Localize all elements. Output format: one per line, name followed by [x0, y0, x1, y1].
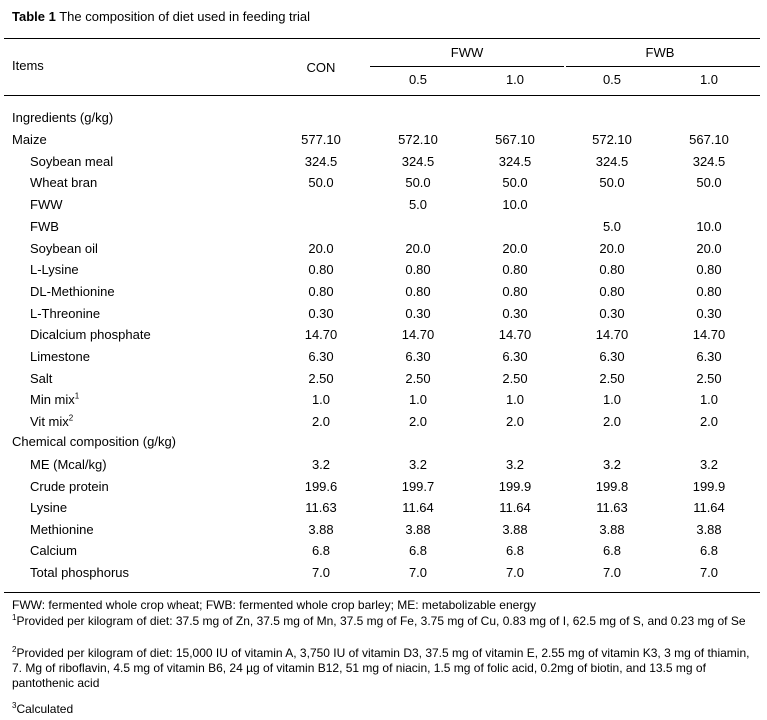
- table-cell: 1.0: [699, 392, 719, 408]
- row-label-total-phosphorus: [30, 565, 129, 581]
- footnote-2-mark: 2: [12, 645, 17, 654]
- table-cell: 199.7: [401, 478, 435, 494]
- row-label-text: Dicalcium phosphate: [30, 327, 151, 343]
- row-label-lysine: [30, 500, 67, 516]
- table-cell: 2.50: [308, 370, 334, 386]
- footnote-3-text: Calculated: [16, 702, 74, 716]
- table-cell: 0.80: [696, 283, 722, 299]
- table-cell: 20.0: [405, 240, 431, 256]
- row-label-soybean-meal: [30, 154, 113, 170]
- table-cell: 14.70: [692, 327, 726, 343]
- row-label-text: Min mix: [30, 392, 75, 408]
- table-cell: 14.70: [304, 327, 338, 343]
- row-label-text: DL-Methionine: [30, 283, 115, 299]
- row-label-crude-protein: [30, 479, 109, 495]
- row-label-text: L-Lysine: [30, 262, 79, 278]
- row-label-me-mcal-kg: [30, 457, 107, 473]
- table-cell: 1.0: [311, 392, 331, 408]
- table-cell: 20.0: [599, 240, 625, 256]
- table-cell: 2.0: [602, 414, 622, 430]
- row-label-footnote-mark: 2: [68, 413, 74, 423]
- table-cell: 14.70: [498, 327, 532, 343]
- table-cell: 1.0: [602, 392, 622, 408]
- table-cell: 50.0: [405, 175, 431, 191]
- table-cell: 567.10: [495, 132, 535, 147]
- table-cell: 6.8: [602, 543, 622, 559]
- row-label-text: FWB: [30, 218, 59, 234]
- table-cell: 7.0: [408, 565, 428, 580]
- footnote-2: [12, 646, 760, 691]
- table-cell: 20.0: [308, 240, 334, 256]
- table-cell: 3.2: [505, 457, 525, 472]
- row-label-text: Maize: [12, 132, 47, 147]
- row-label-text: L-Threonine: [30, 305, 101, 321]
- table-cell: 3.2: [408, 457, 428, 472]
- footnote-1-mark: 1: [12, 613, 17, 622]
- header-con: CON: [306, 60, 336, 75]
- table-cell: 0.80: [696, 262, 722, 278]
- table-cell: 14.70: [595, 327, 629, 343]
- table-cell: 6.8: [311, 543, 331, 559]
- fww-group-rule: [370, 66, 564, 67]
- footnote-3-mark: 3: [12, 701, 17, 710]
- header-fwb: FWB: [645, 45, 675, 60]
- row-label-text: Methionine: [30, 521, 94, 537]
- section-ingredients: Ingredients (g/kg): [12, 110, 114, 125]
- table-cell: 7.0: [311, 565, 331, 580]
- table-cell: 3.88: [308, 521, 334, 537]
- table-cell: 50.0: [502, 175, 528, 191]
- table-cell: 11.63: [596, 500, 628, 516]
- table-cell: 0.80: [599, 283, 625, 299]
- header-fwb-0-5: 0.5: [602, 72, 622, 87]
- table-cell: 0.80: [308, 262, 334, 278]
- table-cell: 3.88: [696, 521, 722, 537]
- table-cell: 572.10: [398, 132, 438, 147]
- table-cell: 3.2: [311, 457, 331, 472]
- table-cell: 6.30: [599, 349, 625, 364]
- footnote-3: [12, 702, 760, 717]
- row-label-maize: [12, 132, 47, 148]
- table-cell: 10.0: [696, 218, 722, 234]
- table-cell: 324.5: [692, 153, 726, 169]
- row-label-text: Limestone: [30, 349, 90, 364]
- row-label-fwb: [30, 219, 59, 235]
- table-cell: 6.8: [408, 543, 428, 559]
- row-label-text: FWW: [30, 197, 63, 213]
- footnote-1: [12, 614, 760, 629]
- table-cell: 3.2: [602, 457, 622, 472]
- row-label-text: Calcium: [30, 543, 77, 559]
- footnote-2-text: Provided per kilogram of diet: 15,000 IU of vitamin A, 3,750 IU of vitamin D3, 37.5 mg of vitamin E, 2.55 mg of vitamin K3, 3 mg of thiamin, 7. Mg of riboflavin, 4.5 mg of vitamin B6, 24 µg of vitamin B12, 51 mg of niacin, 1.5 mg of folic acid, 0.2mg of biotin, and 13.5 mg of pantothenic acid: [12, 646, 750, 690]
- table-cell: 7.0: [699, 565, 719, 580]
- table-cell: 1.0: [408, 392, 428, 408]
- row-label-fww: [30, 197, 62, 213]
- table-cell: 3.88: [405, 521, 431, 537]
- table-cell: 0.30: [405, 305, 431, 321]
- table-cell: 10.0: [502, 197, 528, 213]
- table-cell: 2.50: [502, 370, 528, 386]
- row-label-calcium: [30, 543, 77, 559]
- table-cell: 7.0: [602, 565, 622, 580]
- footnote-1-text: Provided per kilogram of diet: 37.5 mg of Zn, 37.5 mg of Mn, 37.5 mg of Fe, 3.75 mg of Cu, 0.83 mg of I, 62.5 mg of S, and 0.23 mg of Se: [16, 614, 746, 628]
- table-cell: 2.50: [599, 370, 625, 386]
- table-cell: 11.64: [693, 500, 725, 516]
- table-cell: 50.0: [599, 175, 625, 191]
- table-cell: 11.64: [499, 500, 531, 516]
- table-cell: 0.80: [405, 283, 431, 299]
- row-label-salt: [30, 371, 52, 387]
- table-cell: 324.5: [498, 153, 532, 169]
- table-cell: 0.30: [696, 305, 722, 321]
- row-label-text: Total phosphorus: [30, 565, 130, 580]
- table-cell: 2.0: [505, 414, 525, 430]
- table-cell: 2.0: [699, 414, 719, 430]
- row-label-l-lysine: [30, 262, 79, 278]
- table-cell: 11.63: [305, 500, 337, 516]
- table-cell: 2.50: [405, 370, 431, 386]
- row-label-methionine: [30, 522, 94, 538]
- footnote-abbreviations-text: FWW: fermented whole crop wheat; FWB: fermented whole crop barley; ME: metabolizable energy: [12, 598, 536, 612]
- table-cell: 567.10: [689, 132, 729, 147]
- table-cell: 3.88: [502, 521, 528, 537]
- top-rule: [4, 38, 760, 39]
- table-cell: 0.30: [502, 305, 528, 321]
- row-label-text: Lysine: [30, 500, 68, 516]
- table-cell: 50.0: [696, 175, 722, 191]
- table-cell: 577.10: [301, 132, 341, 147]
- table-cell: 3.88: [599, 521, 625, 537]
- table-cell: 324.5: [401, 153, 435, 169]
- table-cell: 5.0: [602, 218, 622, 234]
- table-cell: 199.9: [498, 478, 532, 494]
- table-cell: 7.0: [505, 565, 525, 580]
- table-cell: 0.80: [502, 283, 528, 299]
- table-cell: 0.80: [599, 262, 625, 278]
- row-label-dicalcium-phosphate: [30, 327, 151, 343]
- row-label-dl-methionine: [30, 284, 115, 300]
- header-fww-0-5: 0.5: [408, 72, 428, 87]
- row-label-text: Soybean meal: [30, 153, 114, 169]
- table-cell: 20.0: [696, 240, 722, 256]
- table-cell: 1.0: [505, 392, 525, 408]
- table-cell: 20.0: [502, 240, 528, 256]
- table-cell: 6.8: [505, 543, 525, 559]
- table-cell: 2.50: [696, 370, 722, 386]
- row-label-wheat-bran: [30, 175, 97, 191]
- table-cell: 0.30: [308, 305, 334, 321]
- fwb-group-rule: [566, 66, 760, 67]
- header-fwb-1-0: 1.0: [699, 72, 719, 87]
- table-cell: 324.5: [595, 153, 629, 169]
- table-cell: 199.6: [304, 478, 338, 494]
- table-cell: 14.70: [401, 327, 435, 343]
- row-label-footnote-mark: 1: [74, 392, 80, 402]
- table-cell: 199.8: [595, 478, 629, 494]
- table-cell: 199.9: [692, 478, 726, 494]
- row-label-text: Soybean oil: [30, 240, 98, 256]
- row-label-l-threonine: [30, 306, 100, 322]
- table-cell: 6.30: [696, 349, 722, 364]
- table-cell: 6.30: [405, 349, 431, 364]
- header-fww: FWW: [450, 45, 484, 60]
- row-label-limestone: [30, 349, 90, 365]
- footnote-abbreviations: [12, 598, 760, 613]
- bottom-rule: [4, 592, 760, 593]
- table-cell: 0.80: [502, 262, 528, 278]
- table-cell: 50.0: [308, 175, 334, 191]
- table-title: The composition of diet used in feeding trial: [59, 9, 310, 24]
- table-cell: 5.0: [408, 197, 428, 213]
- row-label-text: Wheat bran: [30, 175, 98, 191]
- table-cell: 0.80: [308, 283, 334, 299]
- table-cell: 11.64: [402, 500, 434, 516]
- table-cell: 0.80: [405, 262, 431, 278]
- row-label-min-mix: [30, 392, 79, 408]
- section-chemical: Chemical composition (g/kg): [12, 434, 177, 449]
- table-cell: 6.30: [308, 349, 334, 364]
- table-number: Table 1: [12, 9, 56, 24]
- row-label-text: Crude protein: [30, 478, 109, 494]
- row-label-soybean-oil: [30, 241, 98, 257]
- table-cell: 2.0: [311, 414, 331, 430]
- table-cell: 324.5: [304, 153, 338, 169]
- table-cell: 0.30: [599, 305, 625, 321]
- row-label-text: ME (Mcal/kg): [30, 457, 107, 472]
- table-cell: 2.0: [408, 414, 428, 430]
- header-rule: [4, 95, 760, 96]
- row-label-vit-mix: [30, 414, 73, 430]
- header-items: Items: [12, 58, 44, 73]
- table-cell: 572.10: [592, 132, 632, 147]
- table-caption: [12, 9, 310, 24]
- table-cell: 6.8: [699, 543, 719, 559]
- header-fww-1-0: 1.0: [505, 72, 525, 87]
- row-label-text: Salt: [30, 370, 53, 386]
- table-cell: 6.30: [502, 349, 528, 364]
- row-label-text: Vit mix: [30, 414, 69, 430]
- table-cell: 3.2: [699, 457, 719, 472]
